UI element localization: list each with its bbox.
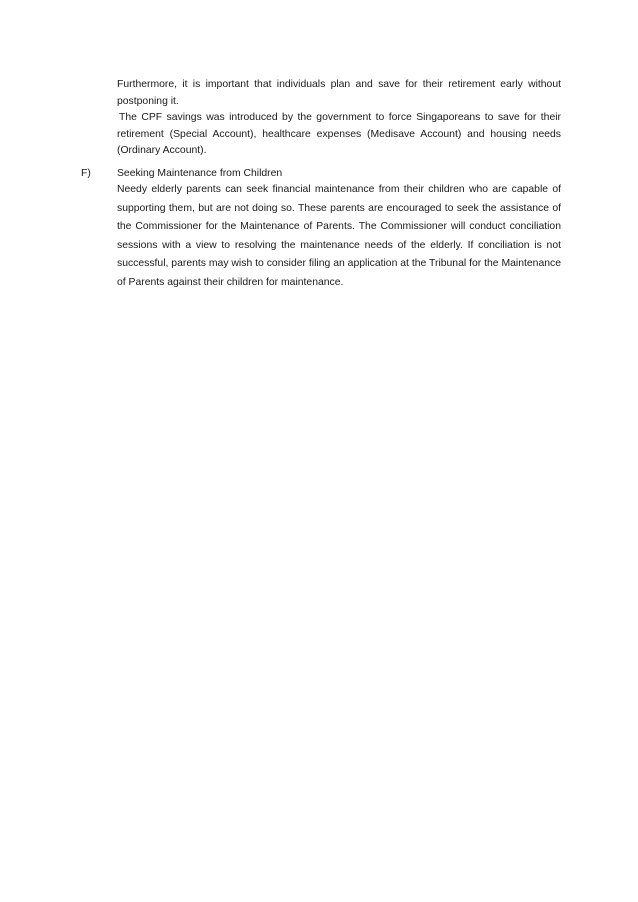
section-f — [117, 166, 561, 293]
intro-section — [117, 77, 561, 160]
section-f-heading: Seeking Maintenance from Children — [117, 168, 283, 179]
section-f-marker: F) — [81, 168, 91, 179]
cpf-savings-paragraph: The CPF savings was introduced by the government to force Singaporeans to save for their retirement (Special Account), healthcare expenses (Medisave Account) and housing needs (Ordinary Account). — [117, 112, 561, 156]
retirement-planning-paragraph: Furthermore, it is important that individuals plan and save for their retirement early without postponing it. — [117, 79, 561, 107]
section-f-body: Needy elderly parents can seek financial maintenance from their children who are capable of supporting them, but are not doing so. These parents are encouraged to seek the assistance of the Commissioner for the Maintenance of Parents. The Commissioner will conduct conciliation sessions with a view to resolving the maintenance needs of the elderly. If conciliation is not successful, parents may wish to consider filing an application at the Tribunal for the Maintenance of Parents against their children for maintenance. — [117, 184, 561, 288]
